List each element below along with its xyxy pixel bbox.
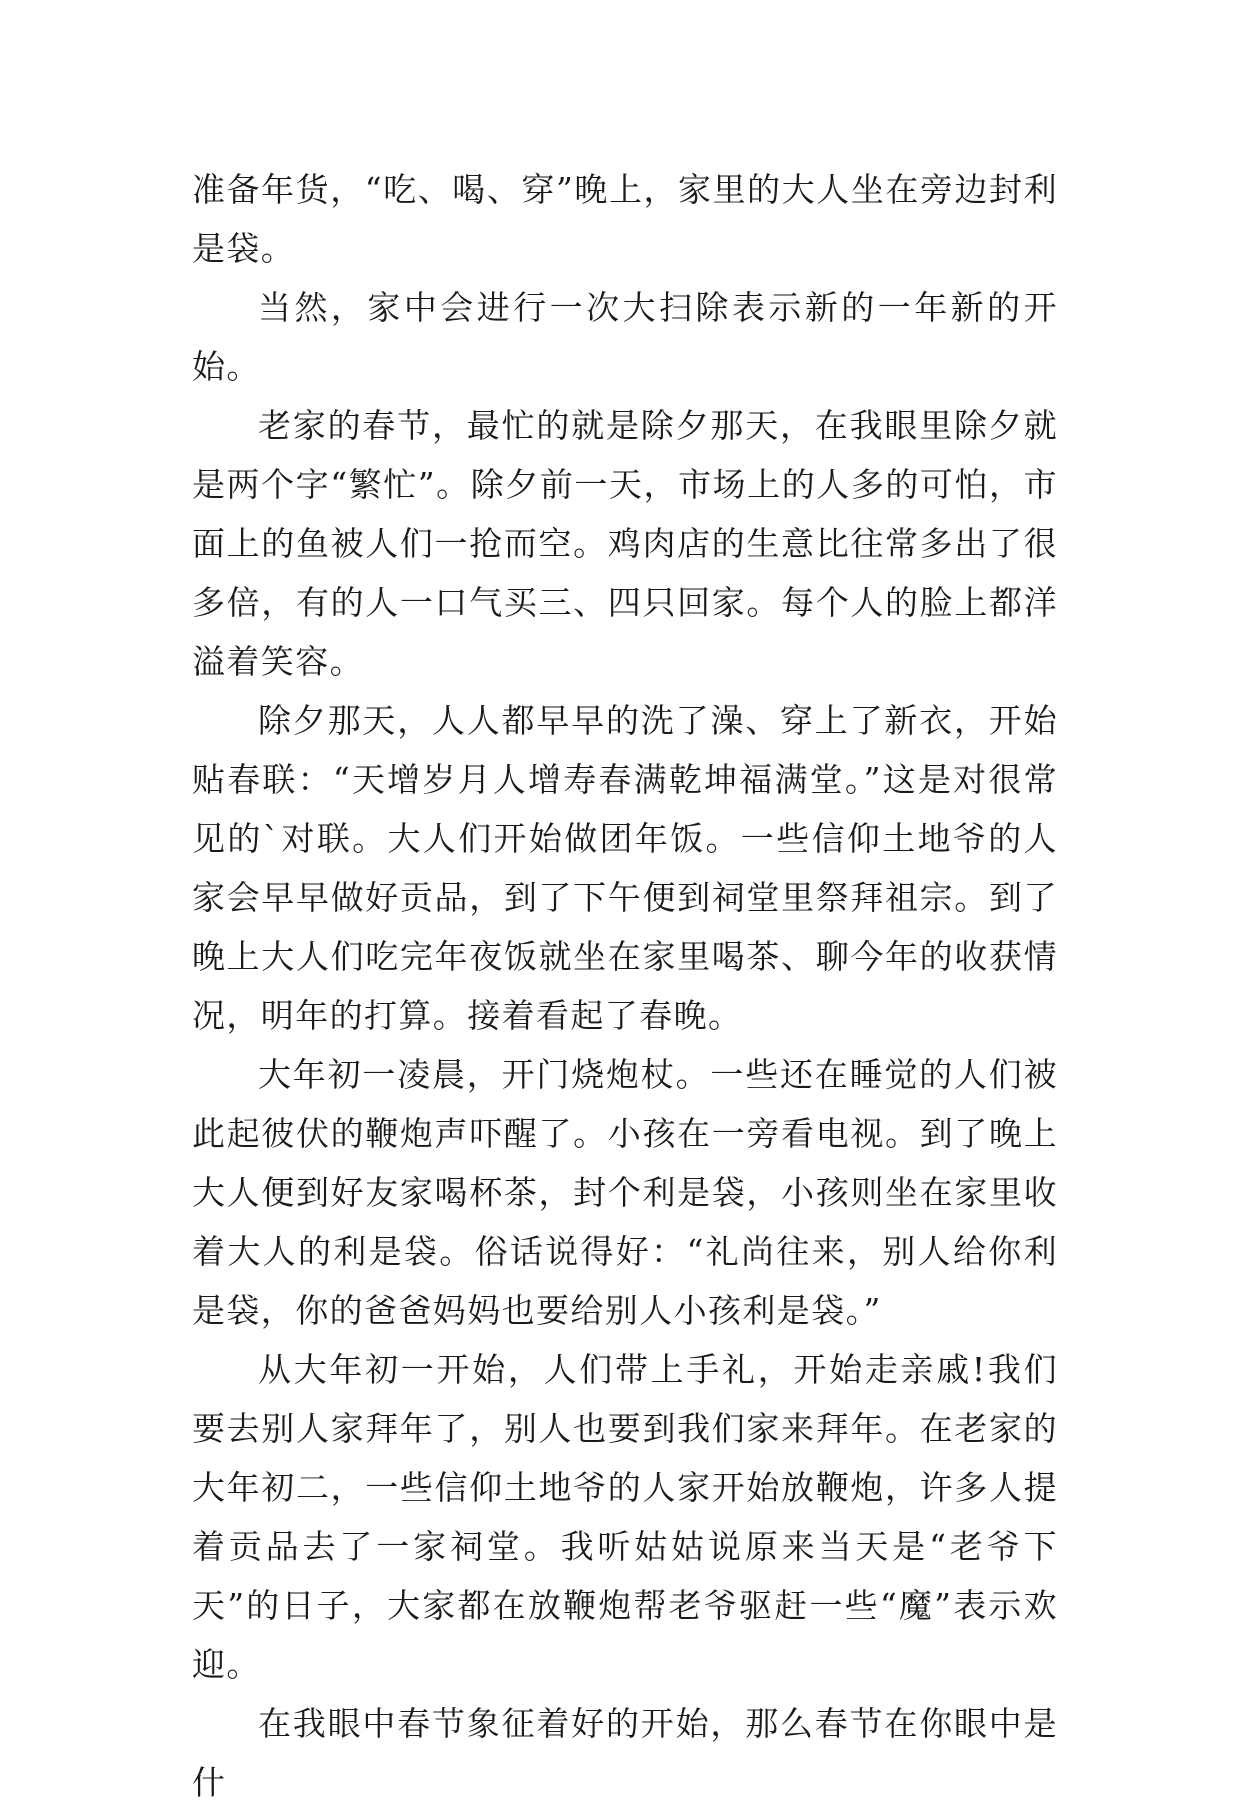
paragraph: 老家的春节，最忙的就是除夕那天，在我眼里除夕就是两个字“繁忙”。除夕前一天，市场上的人多的可怕，市面上的鱼被人们一抢而空。鸡肉店的生意比往常多出了很多倍，有的人一口气买三、四只回家。每个人的脸上都洋溢着笑容。 — [192, 406, 1058, 681]
paragraph: 在我眼中春节象征着好的开始，那么春节在你眼中是什 — [192, 1704, 1058, 1802]
paragraph: 从大年初一开始，人们带上手礼，开始走亲戚!我们要去别人家拜年了，别人也要到我们家来拜年。在老家的大年初二，一些信仰土地爷的人家开始放鞭炮，许多人提着贡品去了一家祠堂。我听姑姑说原来当天是“老爷下天”的日子，大家都在放鞭炮帮老爷驱赶一些“魔”表示欢迎。 — [192, 1350, 1058, 1684]
paragraph: 准备年货，“吃、喝、穿”晚上，家里的大人坐在旁边封利是袋。 — [192, 170, 1058, 268]
document-body — [192, 160, 1058, 1812]
paragraph: 当然，家中会进行一次大扫除表示新的一年新的开始。 — [192, 288, 1058, 386]
paragraph: 大年初一凌晨，开门烧炮杖。一些还在睡觉的人们被此起彼伏的鞭炮声吓醒了。小孩在一旁看电视。到了晚上大人便到好友家喝杯茶，封个利是袋，小孩则坐在家里收着大人的利是袋。俗话说得好：“礼尚往来，别人给你利是袋，你的爸爸妈妈也要给别人小孩利是袋。” — [192, 1055, 1058, 1330]
paragraph: 除夕那天，人人都早早的洗了澡、穿上了新衣，开始贴春联：“天增岁月人增寿春满乾坤福满堂。”这是对很常见的`对联。大人们开始做团年饭。一些信仰土地爷的人家会早早做好贡品，到了下午便到祠堂里祭拜祖宗。到了晚上大人们吃完年夜饭就坐在家里喝茶、聊今年的收获情况，明年的打算。接着看起了春晚。 — [192, 701, 1058, 1035]
